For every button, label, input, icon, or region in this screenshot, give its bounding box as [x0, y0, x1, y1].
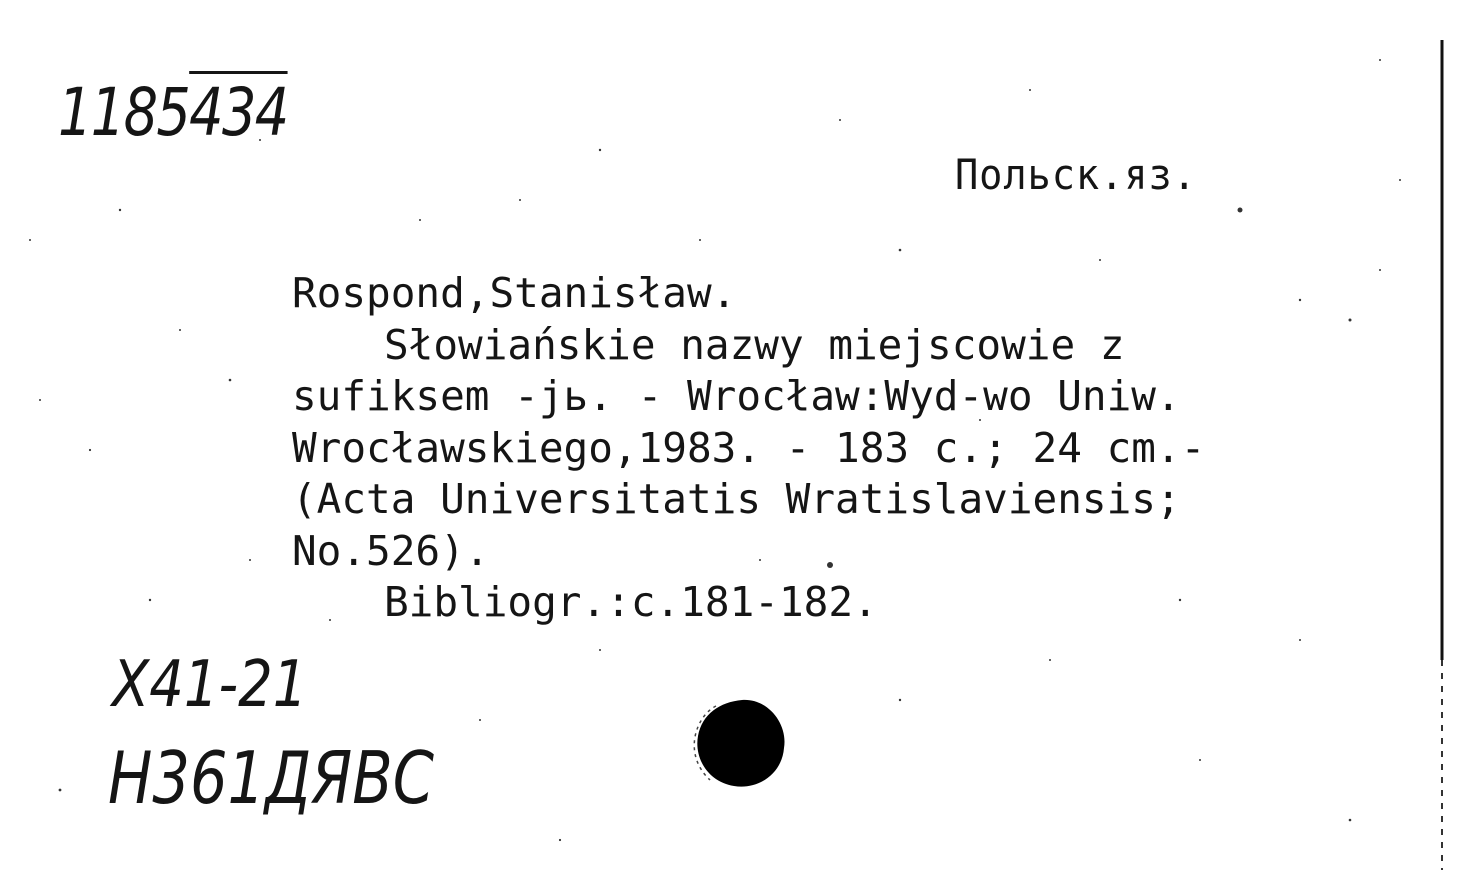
series-number-line: No.526). — [292, 526, 490, 575]
shelf-mark-line-2: H361ДЯВС — [108, 736, 434, 820]
call-number-suffix: 434 — [189, 74, 288, 151]
series-line: (Acta Universitatis Wratislaviensis; — [292, 475, 1181, 523]
card-edge-line — [1432, 40, 1452, 870]
bibliographic-entry — [292, 268, 1432, 629]
punch-hole-icon — [688, 694, 792, 790]
subject-heading: Польск.яз. — [955, 150, 1197, 199]
title-line: Słowiańskie nazwy miejscowie z — [384, 320, 1125, 369]
call-number — [58, 74, 288, 151]
author-line: Rospond,Stanisław. — [292, 269, 737, 317]
call-number-prefix: 1185 — [58, 74, 190, 151]
shelf-mark-line-1: X41-21 — [112, 648, 308, 722]
title-imprint-line: sufiksem -jь. - Wrocław:Wyd-wo Uniw. — [292, 372, 1181, 420]
imprint-line: Wrocławskiego,1983. - 183 c.; 24 cm.- — [292, 423, 1206, 472]
bibliography-note: Bibliogr.:c.181-182. — [384, 578, 878, 626]
